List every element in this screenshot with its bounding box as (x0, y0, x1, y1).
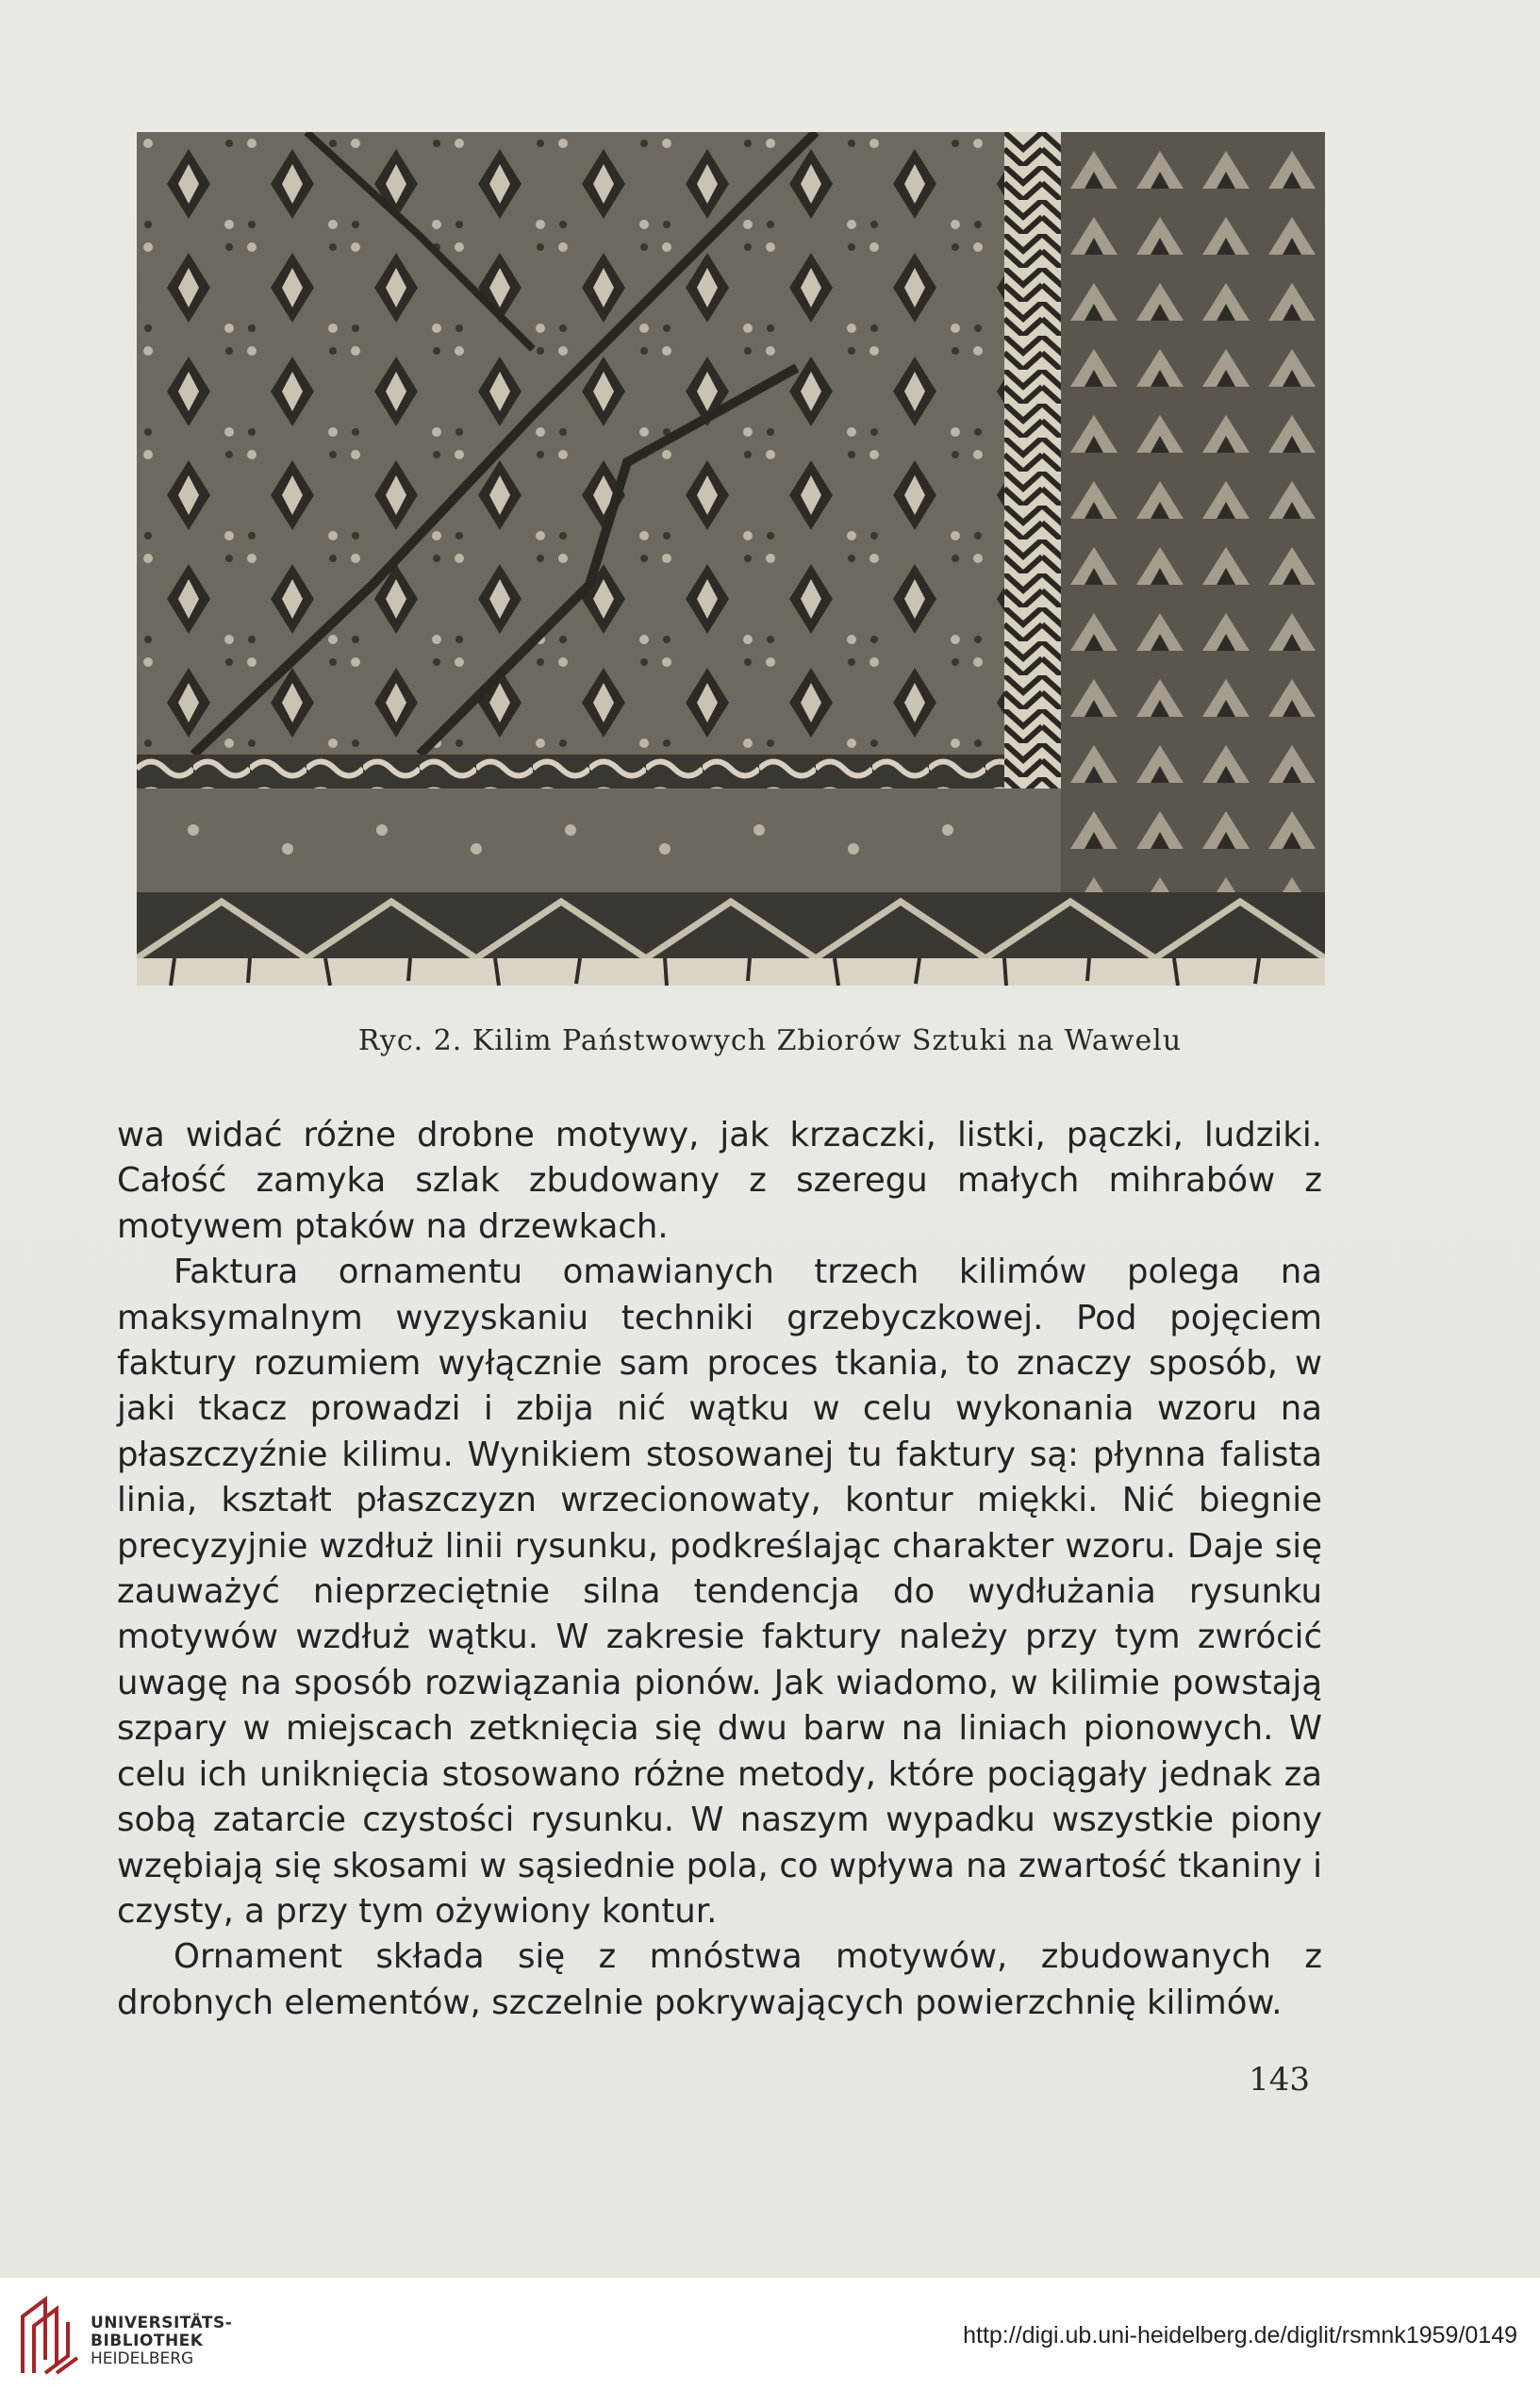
university-library-logo-icon[interactable] (17, 2294, 83, 2377)
figure-caption: Ryc. 2. Kilim Państwowych Zbiorów Sztuki na Wawelu (357, 1024, 1183, 1057)
source-url-link[interactable]: http://digi.ub.uni-heidelberg.de/diglit/rsmnk1959/0149 (963, 2322, 1517, 2349)
library-name-line: UNIVERSITÄTS- (91, 2314, 233, 2332)
body-text (117, 1113, 1322, 2026)
page-number: 143 (1249, 2061, 1310, 2099)
paragraph: Faktura ornamentu omawianych trzech kilimów polega na maksymalnym wyzyskaniu techniki grzebyczkowej. Pod pojęciem faktury rozumiem wyłącznie sam proces tkania, to znaczy sposób, w jaki tkacz prowadzi i zbija nić wątku w celu wykonania wzoru na płaszczyźnie kilimu. Wynikiem stosowanej tu faktury są: płynna falista linia, kształt płaszczyzn wrzecionowaty, kontur miękki. Nić biegnie precyzyjnie wzdłuż linii rysunku, podkreślając charakter wzoru. Daje się zauważyć nieprzeciętnie silna tendencja do wydłużania rysunku motywów wzdłuż wątku. W zakresie faktury należy przy tym zwrócić uwagę na sposób rozwiązania pionów. Jak wiadomo, w kilimie powstają szpary w miejscach zetknięcia się dwu barw na liniach pionowych. W celu ich uniknięcia stosowano różne metody, które pociągały jednak za sobą zatarcie czystości rysunku. W naszym wypadku wszystkie piony wzębiają się skosami w sąsiednie pola, co wpływa na zwartość tkaniny i czysty, a przy tym ożywiony kontur. (117, 1253, 1322, 1931)
paragraph: Ornament składa się z mnóstwa motywów, zbudowanych z drobnych elementów, szczelnie pokrywających powierzchnię kilimów. (117, 1937, 1322, 2022)
library-name[interactable] (91, 2315, 232, 2368)
library-name-line: BIBLIOTHEK (91, 2332, 204, 2350)
paragraph: wa widać różne drobne motywy, jak krzaczki, listki, pączki, ludziki. Całość zamyka szlak zbudowany z szeregu małych mihrabów z motywem ptaków na drzewkach. (117, 1116, 1322, 1246)
kilim-photograph (137, 132, 1325, 986)
kilim-image (137, 132, 1325, 986)
library-name-line: HEIDELBERG (91, 2349, 194, 2368)
